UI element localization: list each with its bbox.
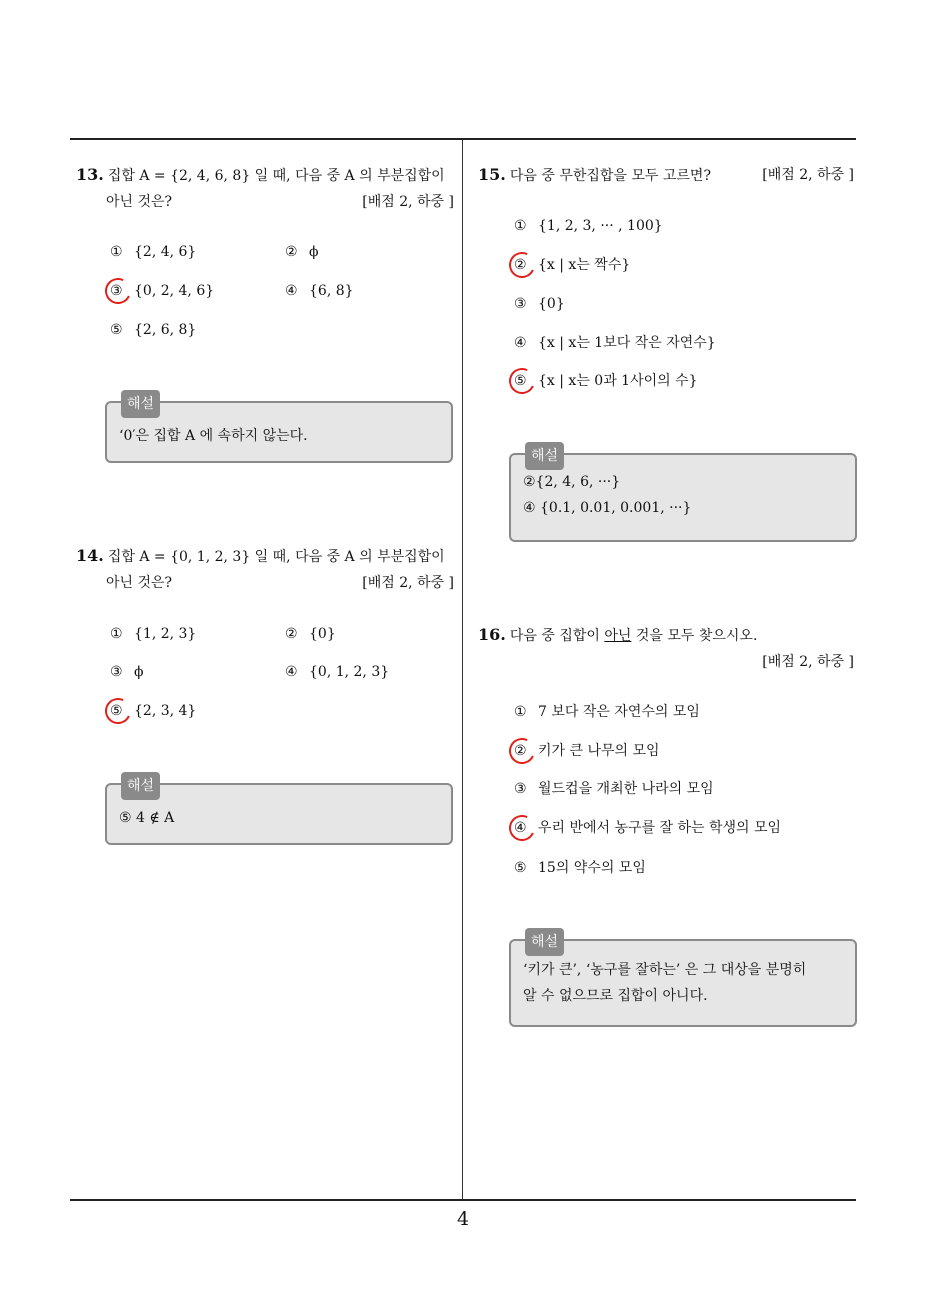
question-14 bbox=[76, 543, 454, 596]
explanation-box bbox=[509, 448, 857, 542]
choice-text: {2, 6, 8} bbox=[134, 322, 197, 338]
answer-circle-icon bbox=[101, 694, 134, 727]
points-label: [배점 2, 하중 ] bbox=[362, 575, 454, 591]
explanation-line: ‘0′은 집합 A 에 속하지 않는다. bbox=[119, 428, 308, 444]
choice-4[interactable] bbox=[514, 818, 781, 838]
explanation-line: ②{2, 4, 6, ···} bbox=[523, 474, 621, 490]
choice-2[interactable] bbox=[285, 624, 336, 644]
choice-text: {0} bbox=[538, 296, 565, 312]
explanation-box bbox=[509, 934, 857, 1027]
page-number: 4 bbox=[456, 1208, 470, 1230]
question-text: 다음 중 집합이 bbox=[509, 628, 605, 644]
answer-circle-icon bbox=[505, 811, 538, 844]
answer-circle-icon bbox=[101, 274, 134, 307]
choice-text: {2, 3, 4} bbox=[134, 703, 197, 719]
choice-text: {x | x는 0과 1사이의 수} bbox=[538, 373, 698, 389]
choice-5[interactable] bbox=[514, 858, 646, 878]
question-text-2: 아닌 것은? bbox=[106, 575, 173, 591]
choice-mark: ⑤ bbox=[110, 322, 123, 338]
explanation-tag: 해설 bbox=[121, 390, 160, 418]
choice-text: {0, 1, 2, 3} bbox=[309, 664, 390, 680]
choice-1[interactable] bbox=[110, 242, 196, 262]
choice-text: 월드컵을 개최한 나라의 모임 bbox=[538, 781, 714, 797]
choice-mark: ① bbox=[110, 244, 123, 260]
choice-text: {1, 2, 3, ··· , 100} bbox=[538, 218, 663, 234]
explanation-tag: 해설 bbox=[121, 772, 160, 800]
question-text-2: 아닌 것은? bbox=[106, 194, 173, 210]
choice-mark: ⑤ bbox=[514, 860, 527, 876]
choice-4[interactable] bbox=[285, 281, 354, 301]
column-divider bbox=[462, 140, 463, 1200]
explanation-box bbox=[105, 396, 453, 463]
choice-1[interactable] bbox=[514, 216, 663, 236]
choice-text: ϕ bbox=[134, 664, 144, 680]
choice-mark: ④ bbox=[285, 283, 298, 299]
choice-mark: ① bbox=[514, 218, 527, 234]
choice-mark: ② bbox=[285, 244, 298, 260]
choice-4[interactable] bbox=[514, 333, 716, 353]
choice-1[interactable] bbox=[514, 702, 700, 722]
choice-1[interactable] bbox=[110, 624, 196, 644]
choice-mark: ③ bbox=[110, 281, 134, 301]
question-13 bbox=[76, 162, 454, 215]
choice-mark: ① bbox=[110, 626, 123, 642]
choice-text: {0, 2, 4, 6} bbox=[134, 283, 215, 299]
bottom-rule bbox=[70, 1199, 856, 1201]
question-stem bbox=[478, 622, 854, 649]
points-label: [배점 2, 하중 ] bbox=[762, 654, 854, 670]
explanation-line: ‘키가 큰’, ‘농구를 잘하는’ 은 그 대상을 분명히 bbox=[523, 962, 807, 978]
question-15 bbox=[478, 162, 854, 189]
explanation-line: 알 수 없으므로 집합이 아니다. bbox=[523, 988, 708, 1004]
choice-text: ϕ bbox=[309, 244, 319, 260]
question-stem-line2 bbox=[76, 189, 454, 215]
explanation-tag: 해설 bbox=[525, 928, 564, 956]
choice-text: {1, 2, 3} bbox=[134, 626, 197, 642]
choice-5[interactable] bbox=[514, 371, 698, 391]
question-stem bbox=[76, 543, 454, 570]
choice-mark: ③ bbox=[514, 781, 527, 797]
points-label: [배점 2, 하중 ] bbox=[762, 167, 854, 183]
explanation-tag: 해설 bbox=[525, 442, 564, 470]
choice-mark: ④ bbox=[285, 664, 298, 680]
question-number: 16. bbox=[478, 625, 506, 644]
points-label: [배점 2, 하중 ] bbox=[362, 194, 454, 210]
choice-mark: ② bbox=[514, 741, 538, 761]
explanation-line: ④ {0.1, 0.01, 0.001, ···} bbox=[523, 500, 692, 516]
choice-5[interactable] bbox=[110, 701, 196, 721]
choice-2[interactable] bbox=[514, 741, 660, 761]
choice-text: {6, 8} bbox=[309, 283, 354, 299]
choice-mark: ③ bbox=[110, 664, 123, 680]
question-stem-line2 bbox=[478, 649, 854, 675]
question-text: 것을 모두 찾으시오. bbox=[631, 628, 758, 644]
question-stem-line2 bbox=[76, 570, 454, 596]
question-stem bbox=[76, 162, 454, 189]
choice-text: {0} bbox=[309, 626, 336, 642]
question-number: 15. bbox=[478, 165, 506, 184]
choice-2[interactable] bbox=[514, 255, 630, 275]
choice-mark: ② bbox=[285, 626, 298, 642]
choice-3[interactable] bbox=[110, 662, 144, 682]
question-text: 집합 A = {0, 1, 2, 3} 일 때, 다음 중 A 의 부분집합이 bbox=[107, 549, 445, 565]
explanation-box bbox=[105, 778, 453, 845]
choice-mark: ④ bbox=[514, 818, 538, 838]
choice-3[interactable] bbox=[110, 281, 214, 301]
choice-3[interactable] bbox=[514, 294, 565, 314]
choice-4[interactable] bbox=[285, 662, 389, 682]
choice-mark: ④ bbox=[514, 335, 527, 351]
answer-circle-icon bbox=[505, 248, 538, 281]
question-text: 다음 중 무한집합을 모두 고르면? bbox=[509, 168, 711, 184]
choice-mark: ③ bbox=[514, 296, 527, 312]
choice-text: {2, 4, 6} bbox=[134, 244, 197, 260]
choice-2[interactable] bbox=[285, 242, 319, 262]
choice-5[interactable] bbox=[110, 320, 196, 340]
top-rule bbox=[70, 138, 856, 140]
question-stem bbox=[478, 162, 854, 189]
choice-mark: ① bbox=[514, 704, 527, 720]
choice-text: 키가 큰 나무의 모임 bbox=[538, 743, 660, 759]
choice-mark: ⑤ bbox=[514, 371, 538, 391]
question-text-underlined: 아닌 bbox=[604, 628, 632, 644]
answer-circle-icon bbox=[505, 734, 538, 767]
explanation-line: ⑤ 4 ∉ A bbox=[119, 810, 175, 826]
choice-text: 15의 약수의 모임 bbox=[538, 860, 646, 876]
question-number: 14. bbox=[76, 546, 104, 565]
choice-text: {x | x는 1보다 작은 자연수} bbox=[538, 335, 716, 351]
choice-text: 우리 반에서 농구를 잘 하는 학생의 모임 bbox=[538, 820, 782, 836]
choice-3[interactable] bbox=[514, 779, 714, 799]
answer-circle-icon bbox=[505, 364, 538, 397]
choice-text: 7 보다 작은 자연수의 모임 bbox=[538, 704, 700, 720]
choice-text: {x | x는 짝수} bbox=[538, 257, 631, 273]
choice-mark: ② bbox=[514, 255, 538, 275]
choice-mark: ⑤ bbox=[110, 701, 134, 721]
question-text: 집합 A = {2, 4, 6, 8} 일 때, 다음 중 A 의 부분집합이 bbox=[107, 168, 445, 184]
question-16 bbox=[478, 622, 854, 675]
question-number: 13. bbox=[76, 165, 104, 184]
